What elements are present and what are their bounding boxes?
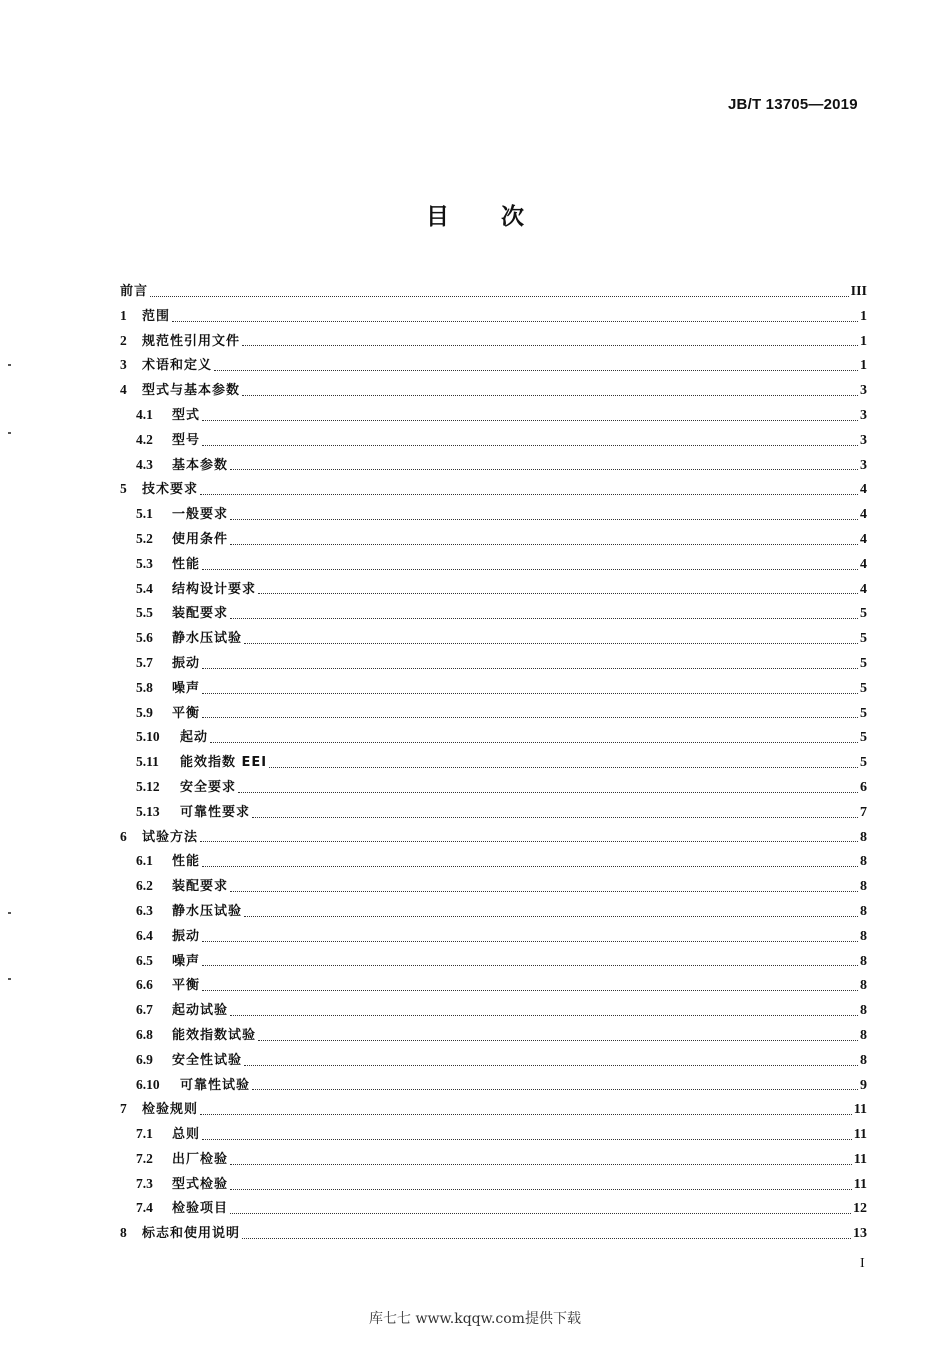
toc-entry[interactable] — [120, 826, 867, 851]
dot-leader — [200, 494, 858, 495]
toc-entry-page: 11 — [853, 1176, 867, 1192]
toc-entry[interactable] — [120, 528, 867, 553]
toc-entry-page: 8 — [860, 879, 867, 895]
toc-entry-page: 11 — [853, 1151, 867, 1167]
dot-leader — [244, 1065, 858, 1066]
dot-leader — [210, 742, 858, 743]
toc-entry-label: 起动试验 — [172, 1003, 229, 1019]
toc-entry-number: 5.7 — [136, 654, 153, 670]
toc-entry-number: 6.4 — [136, 927, 153, 943]
toc-entry-number: 6.1 — [136, 853, 153, 869]
scan-mark — [8, 432, 11, 434]
toc-entry-page: 8 — [860, 829, 867, 845]
toc-entry-page: 8 — [860, 1027, 867, 1043]
toc-entry[interactable] — [120, 900, 867, 925]
title-char-2: 次 — [501, 204, 524, 230]
toc-entry[interactable] — [120, 652, 867, 677]
toc-entry-page: 5 — [860, 631, 867, 647]
toc-entry[interactable] — [120, 305, 867, 330]
toc-entry[interactable] — [120, 1074, 867, 1099]
dot-leader — [269, 767, 858, 768]
page-title — [0, 198, 950, 231]
dot-leader — [202, 569, 858, 570]
toc-entry-page: 5 — [860, 730, 867, 746]
toc-entry-number: 5.3 — [136, 555, 153, 571]
toc-entry-label: 装配要求 — [172, 879, 229, 895]
toc-entry[interactable] — [120, 429, 867, 454]
toc-entry-number: 5.8 — [136, 679, 153, 695]
dot-leader — [252, 1089, 858, 1090]
toc-entry[interactable] — [120, 1049, 867, 1074]
toc-entry-number: 4.1 — [136, 406, 153, 422]
toc-entry-label: 型号 — [172, 432, 201, 448]
toc-entry-label: 振动 — [172, 928, 201, 944]
toc-entry[interactable] — [120, 1148, 867, 1173]
toc-entry-number: 5.9 — [136, 704, 153, 720]
dot-leader — [200, 841, 858, 842]
toc-entry[interactable] — [120, 478, 867, 503]
toc-entry-label: 检验规则 — [142, 1102, 199, 1118]
dot-leader — [200, 1114, 852, 1115]
toc-entry-page: 1 — [860, 333, 867, 349]
dot-leader — [244, 643, 858, 644]
toc-entry[interactable] — [120, 925, 867, 950]
toc-entry-number: 6.8 — [136, 1026, 153, 1042]
toc-entry-label: 静水压试验 — [172, 631, 243, 647]
toc-entry-page: 4 — [860, 556, 867, 572]
toc-entry-number: 8 — [120, 1225, 127, 1241]
toc-entry[interactable] — [120, 1197, 867, 1222]
toc-entry[interactable] — [120, 776, 867, 801]
toc-entry[interactable] — [120, 801, 867, 826]
footer-watermark: 库七七 www.kqqw.com提供下载 — [369, 1311, 581, 1327]
toc-entry-page: 3 — [860, 432, 867, 448]
toc-entry[interactable] — [120, 330, 867, 355]
toc-entry-page: 8 — [860, 1003, 867, 1019]
toc-entry-page: 1 — [860, 308, 867, 324]
toc-entry-number: 7.4 — [136, 1200, 153, 1216]
dot-leader — [258, 1040, 858, 1041]
toc-entry[interactable] — [120, 702, 867, 727]
toc-entry-number: 4.2 — [136, 431, 153, 447]
page-number: I — [860, 1256, 865, 1271]
toc-entry-number: 6 — [120, 828, 127, 844]
toc-entry[interactable] — [120, 974, 867, 999]
toc-entry-label: 总则 — [172, 1127, 201, 1143]
toc-entry-number: 1 — [120, 307, 127, 323]
toc-entry[interactable] — [120, 379, 867, 404]
scan-mark — [8, 364, 11, 366]
toc-entry[interactable] — [120, 850, 867, 875]
toc-entry-number: 6.7 — [136, 1002, 153, 1018]
dot-leader — [230, 544, 858, 545]
toc-entry-page: 5 — [860, 755, 867, 771]
toc-entry[interactable] — [120, 602, 867, 627]
toc-entry-label: 出厂检验 — [172, 1151, 229, 1167]
toc-entry[interactable] — [120, 454, 867, 479]
toc-entry-page: 11 — [853, 1127, 867, 1143]
toc-entry-number: 7.1 — [136, 1126, 153, 1142]
dot-leader — [242, 345, 858, 346]
toc-entry-number: 5 — [120, 481, 127, 497]
toc-entry[interactable] — [120, 404, 867, 429]
toc-entry-number: 6.3 — [136, 902, 153, 918]
toc-entry[interactable] — [120, 1024, 867, 1049]
dot-leader — [230, 469, 858, 470]
toc-entry-label: 范围 — [142, 308, 171, 324]
toc-entry-label: 能效指数 EEI — [180, 755, 268, 771]
toc-entry[interactable] — [120, 1098, 867, 1123]
toc-entry-number: 4.3 — [136, 456, 153, 472]
table-of-contents — [120, 280, 867, 1247]
toc-entry-number: 5.5 — [136, 605, 153, 621]
toc-entry-label: 术语和定义 — [142, 358, 213, 374]
toc-entry-page: 9 — [860, 1077, 867, 1093]
toc-entry[interactable] — [120, 1173, 867, 1198]
toc-entry-label: 基本参数 — [172, 457, 229, 473]
toc-entry-label: 结构设计要求 — [172, 581, 257, 597]
toc-entry-number: 5.6 — [136, 630, 153, 646]
toc-entry-label: 可靠性试验 — [180, 1077, 251, 1093]
toc-entry-page: 4 — [860, 581, 867, 597]
toc-entry-page: 4 — [860, 507, 867, 523]
toc-entry[interactable] — [120, 1123, 867, 1148]
toc-entry-number: 7.2 — [136, 1150, 153, 1166]
toc-entry-label: 起动 — [180, 730, 209, 746]
dot-leader — [238, 792, 858, 793]
dot-leader — [150, 296, 849, 297]
toc-entry-number: 5.12 — [136, 778, 160, 794]
dot-leader — [230, 1015, 858, 1016]
toc-entry-page: 13 — [853, 1226, 867, 1242]
toc-entry-page: 8 — [860, 978, 867, 994]
dot-leader — [202, 693, 858, 694]
scan-mark — [8, 978, 11, 980]
toc-entry-page: 3 — [860, 383, 867, 399]
toc-entry-page: III — [850, 284, 867, 299]
toc-entry-label: 技术要求 — [142, 482, 199, 498]
dot-leader — [230, 618, 858, 619]
toc-entry-label: 平衡 — [172, 705, 201, 721]
dot-leader — [244, 916, 858, 917]
toc-entry[interactable] — [120, 875, 867, 900]
dot-leader — [202, 717, 858, 718]
toc-entry-label: 型式检验 — [172, 1176, 229, 1192]
toc-entry-label: 性能 — [172, 854, 201, 870]
toc-entry-page: 5 — [860, 680, 867, 696]
dot-leader — [230, 1213, 851, 1214]
toc-entry-label: 标志和使用说明 — [142, 1226, 241, 1242]
toc-entry-number: 6.9 — [136, 1051, 153, 1067]
toc-entry-number: 5.4 — [136, 580, 153, 596]
toc-entry-page: 5 — [860, 655, 867, 671]
toc-entry-label: 振动 — [172, 655, 201, 671]
toc-entry-label: 安全要求 — [180, 779, 237, 795]
dot-leader — [242, 395, 858, 396]
dot-leader — [258, 593, 858, 594]
toc-entry-number: 5.10 — [136, 729, 160, 745]
dot-leader — [202, 990, 858, 991]
dot-leader — [230, 1164, 852, 1165]
dot-leader — [202, 866, 858, 867]
toc-entry[interactable] — [120, 999, 867, 1024]
toc-entry-label: 静水压试验 — [172, 903, 243, 919]
toc-entry[interactable] — [120, 354, 867, 379]
toc-entry-label: 前言 — [120, 284, 149, 299]
dot-leader — [202, 420, 858, 421]
toc-entry[interactable] — [120, 280, 867, 305]
dot-leader — [202, 1139, 852, 1140]
toc-entry-label: 一般要求 — [172, 507, 229, 523]
toc-entry-page: 7 — [860, 804, 867, 820]
toc-entry[interactable] — [120, 553, 867, 578]
toc-entry-label: 检验项目 — [172, 1201, 229, 1217]
toc-entry[interactable] — [120, 950, 867, 975]
toc-entry-number: 5.2 — [136, 530, 153, 546]
toc-entry-label: 安全性试验 — [172, 1052, 243, 1068]
toc-entry-label: 性能 — [172, 556, 201, 572]
dot-leader — [202, 668, 858, 669]
toc-entry-label: 噪声 — [172, 680, 201, 696]
toc-entry-label: 规范性引用文件 — [142, 333, 241, 349]
toc-entry-page: 8 — [860, 928, 867, 944]
toc-entry-label: 型式 — [172, 407, 201, 423]
toc-entry[interactable] — [120, 726, 867, 751]
toc-entry-page: 5 — [860, 705, 867, 721]
dot-leader — [202, 445, 858, 446]
toc-entry-page: 8 — [860, 953, 867, 969]
toc-entry-page: 12 — [853, 1201, 867, 1217]
toc-entry-page: 4 — [860, 531, 867, 547]
dot-leader — [172, 321, 858, 322]
toc-entry-page: 8 — [860, 1052, 867, 1068]
dot-leader — [230, 891, 858, 892]
dot-leader — [214, 370, 858, 371]
toc-entry-number: 7 — [120, 1101, 127, 1117]
standard-number: JB/T 13705—2019 — [728, 96, 858, 113]
toc-entry[interactable] — [120, 1222, 867, 1247]
toc-entry-number: 6.10 — [136, 1076, 160, 1092]
toc-entry-page: 5 — [860, 606, 867, 622]
toc-entry-label: 平衡 — [172, 978, 201, 994]
toc-entry-page: 6 — [860, 779, 867, 795]
toc-entry[interactable] — [120, 503, 867, 528]
dot-leader — [202, 965, 858, 966]
toc-entry-number: 5.11 — [136, 754, 159, 770]
toc-entry[interactable] — [120, 677, 867, 702]
toc-entry[interactable] — [120, 578, 867, 603]
toc-entry-label: 可靠性要求 — [180, 804, 251, 820]
toc-entry-label: 装配要求 — [172, 606, 229, 622]
dot-leader — [230, 519, 858, 520]
toc-entry-number: 7.3 — [136, 1175, 153, 1191]
toc-entry-label: 试验方法 — [142, 829, 199, 845]
toc-entry-number: 2 — [120, 332, 127, 348]
toc-entry-page: 11 — [853, 1102, 867, 1118]
dot-leader — [202, 941, 858, 942]
dot-leader — [242, 1238, 851, 1239]
toc-entry-page: 4 — [860, 482, 867, 498]
toc-entry-label: 型式与基本参数 — [142, 383, 241, 399]
toc-entry-number: 5.1 — [136, 506, 153, 522]
toc-entry-number: 4 — [120, 382, 127, 398]
toc-entry-page: 3 — [860, 457, 867, 473]
toc-entry-page: 8 — [860, 854, 867, 870]
title-char-1: 目 — [426, 204, 449, 230]
toc-entry-number: 5.13 — [136, 803, 160, 819]
toc-entry-label: 使用条件 — [172, 531, 229, 547]
toc-entry-page: 8 — [860, 903, 867, 919]
dot-leader — [252, 817, 858, 818]
toc-entry[interactable] — [120, 627, 867, 652]
scan-mark — [8, 912, 11, 914]
toc-entry-page: 1 — [860, 358, 867, 374]
toc-entry[interactable] — [120, 751, 867, 776]
toc-entry-page: 3 — [860, 407, 867, 423]
toc-entry-label: 噪声 — [172, 953, 201, 969]
toc-entry-number: 6.2 — [136, 878, 153, 894]
toc-entry-number: 6.5 — [136, 952, 153, 968]
toc-entry-number: 3 — [120, 357, 127, 373]
dot-leader — [230, 1189, 852, 1190]
toc-entry-label: 能效指数试验 — [172, 1027, 257, 1043]
toc-entry-number: 6.6 — [136, 977, 153, 993]
